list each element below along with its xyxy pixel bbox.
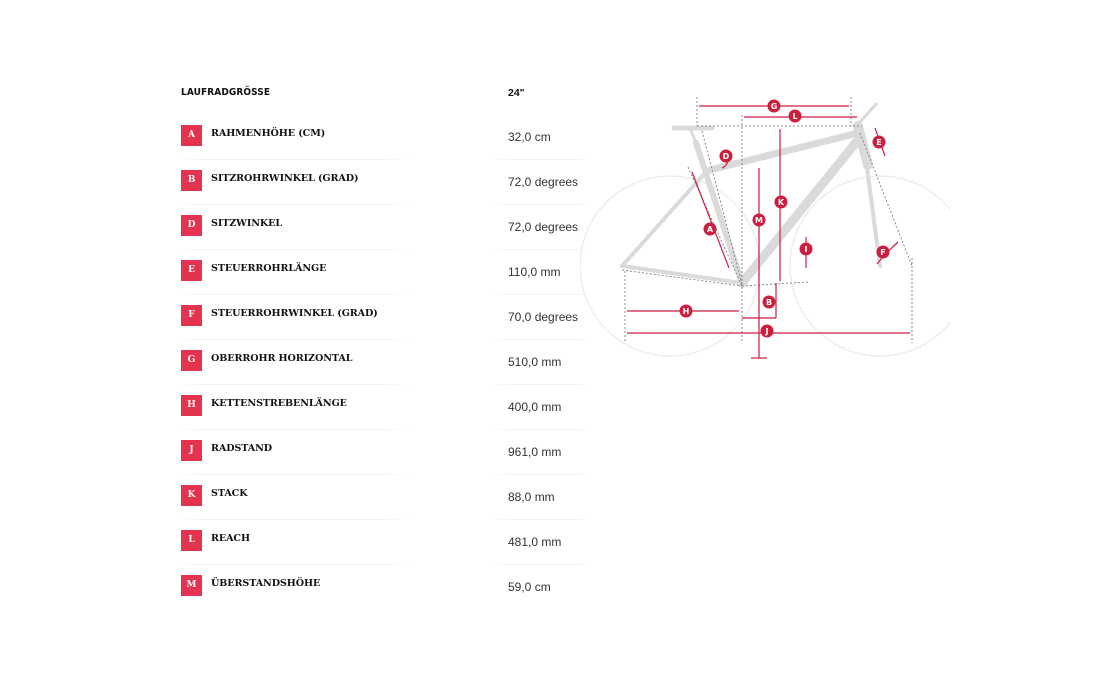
letter-badge: E	[181, 260, 202, 281]
table-row	[180, 160, 592, 205]
svg-text:J: J	[765, 327, 769, 336]
wheel-size-header: LAUFRADGRÖSSE	[181, 87, 271, 98]
marker-m	[753, 214, 766, 227]
svg-text:A: A	[706, 225, 714, 234]
letter-badge: A	[181, 125, 202, 146]
letter-badge: B	[181, 170, 202, 191]
letter-badge: F	[181, 305, 202, 326]
marker-e	[873, 136, 886, 149]
letter-badge: D	[181, 215, 202, 236]
marker-b	[763, 296, 776, 309]
row-value: 72,0 degrees	[508, 220, 579, 234]
marker-i	[800, 243, 813, 256]
letter-badge: H	[181, 395, 202, 416]
svg-text:H: H	[682, 307, 690, 316]
table-row	[180, 250, 592, 295]
table-row	[180, 295, 592, 340]
svg-text:K: K	[777, 198, 785, 207]
row-label: ÜBERSTANDSHÖHE	[211, 578, 321, 589]
letter-badge: K	[181, 485, 202, 506]
row-value: 88,0 mm	[508, 490, 555, 504]
letter-badge: J	[181, 440, 202, 461]
table-row	[180, 115, 592, 160]
row-value: 110,0 mm	[508, 265, 561, 279]
marker-f	[877, 246, 890, 259]
marker-h	[680, 305, 693, 318]
row-value: 400,0 mm	[508, 400, 562, 414]
table-row	[180, 520, 592, 565]
table-row	[180, 475, 592, 520]
geometry-table	[180, 70, 592, 610]
table-row	[180, 340, 592, 385]
svg-text:M: M	[755, 216, 763, 225]
row-label: SITZROHRWINKEL (GRAD)	[211, 173, 359, 184]
row-value: 59,0 cm	[508, 580, 551, 594]
svg-text:D: D	[722, 152, 730, 161]
marker-g	[768, 100, 781, 113]
row-value: 510,0 mm	[508, 355, 562, 369]
marker-j	[761, 325, 774, 338]
row-value: 32,0 cm	[508, 130, 551, 144]
row-value: 70,0 degrees	[508, 310, 579, 324]
table-header-row	[180, 70, 592, 115]
bike-geometry-diagram	[580, 90, 950, 370]
row-label: KETTENSTREBENLÄNGE	[211, 398, 347, 409]
marker-k	[775, 196, 788, 209]
row-label: REACH	[211, 533, 250, 544]
svg-text:I: I	[804, 245, 808, 254]
table-row	[180, 205, 592, 250]
row-value: 481,0 mm	[508, 535, 562, 549]
row-value: 72,0 degrees	[508, 175, 579, 189]
marker-d	[720, 150, 733, 163]
row-label: OBERROHR HORIZONTAL	[211, 353, 353, 364]
bike-frame	[622, 104, 880, 283]
row-label: STEUERROHRLÄNGE	[211, 263, 327, 274]
table-row	[180, 385, 592, 430]
table-row	[180, 565, 592, 610]
wheel-size-value: 24"	[508, 87, 525, 99]
row-label: SITZWINKEL	[211, 218, 282, 229]
svg-text:F: F	[880, 248, 886, 257]
svg-text:G: G	[770, 102, 778, 111]
table-row	[180, 430, 592, 475]
svg-text:B: B	[765, 298, 773, 307]
row-value: 961,0 mm	[508, 445, 562, 459]
letter-badge: L	[181, 530, 202, 551]
row-label: STACK	[211, 488, 248, 499]
row-label: RAHMENHÖHE (CM)	[211, 128, 326, 139]
row-label: STEUERROHRWINKEL (GRAD)	[211, 308, 378, 319]
marker-a	[704, 223, 717, 236]
letter-badge: G	[181, 350, 202, 371]
svg-text:E: E	[876, 138, 882, 147]
svg-text:L: L	[792, 112, 798, 121]
letter-badge: M	[181, 575, 202, 596]
row-label: RADSTAND	[211, 443, 273, 454]
marker-l	[789, 110, 802, 123]
